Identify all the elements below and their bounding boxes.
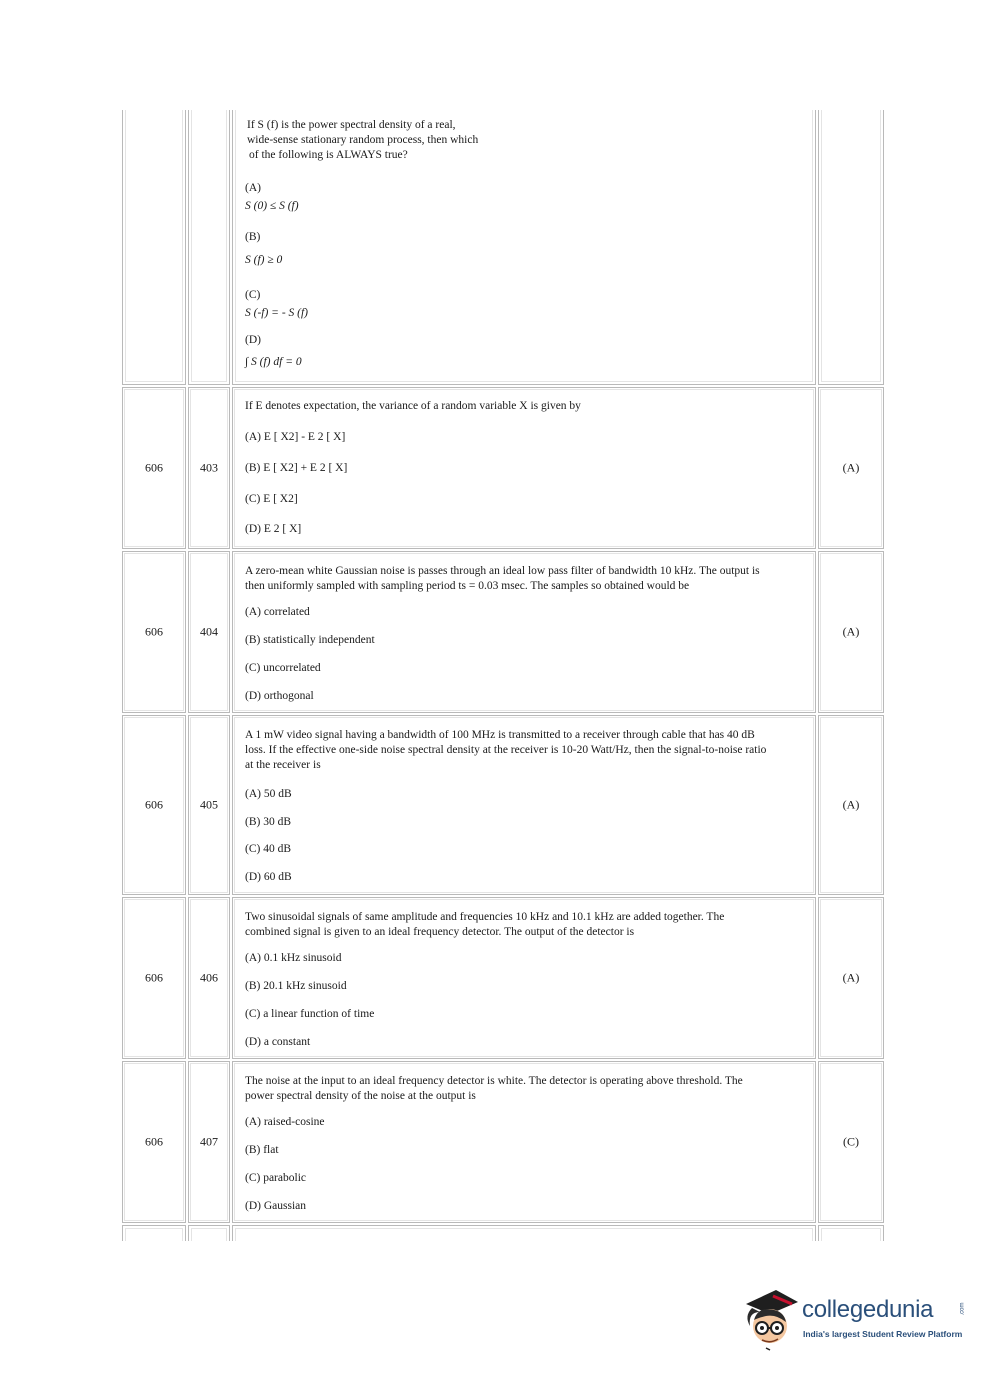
question-number: 403	[200, 460, 218, 475]
option-b: (B) flat	[245, 1144, 279, 1156]
serial-number: 606	[145, 624, 163, 639]
option-label: (D)	[245, 334, 261, 346]
option-label: (B)	[245, 231, 261, 243]
mascot-icon	[740, 1282, 804, 1352]
option-d: (D) a constant	[245, 1036, 311, 1048]
serial-cell	[122, 1225, 186, 1241]
question-number: 405	[200, 797, 218, 812]
qno-cell	[188, 897, 230, 1059]
logo-tagline: India's largest Student Review Platform	[803, 1329, 963, 1339]
option-a: (A) 50 dB	[245, 788, 292, 800]
collegedunia-logo[interactable]	[740, 1282, 970, 1352]
answer-key: (A)	[842, 624, 860, 639]
question-number: 404	[200, 624, 218, 639]
logo-wordmark: collegedunia	[802, 1296, 934, 1323]
option-c: (C) parabolic	[245, 1172, 306, 1184]
question-cell	[232, 1225, 816, 1241]
qno-cell	[188, 1061, 230, 1223]
question-cell	[232, 387, 816, 549]
answer-cell	[818, 715, 884, 895]
serial-number: 606	[145, 797, 163, 812]
option-label: (A)	[245, 182, 261, 194]
question-text: Two sinusoidal signals of same amplitude and frequencies 10 kHz and 10.1 kHz are added together. The combined signal is given to an ideal frequency detector. The output of the detector is	[245, 911, 725, 938]
option-label: (C)	[245, 289, 261, 301]
question-number: 406	[200, 970, 218, 985]
qno-cell	[188, 387, 230, 549]
option-expression: S (f) ≥ 0	[245, 254, 283, 266]
answer-cell	[818, 551, 884, 713]
option-c: (C) a linear function of time	[245, 1008, 375, 1020]
qno-cell	[188, 1225, 230, 1241]
option-d: (D) 60 dB	[245, 871, 292, 883]
option-expression: S (0) ≤ S (f)	[245, 200, 299, 212]
option-d: (D) E 2 [ X]	[245, 523, 302, 535]
option-d: (D) orthogonal	[245, 690, 314, 702]
option-a: (A) 0.1 kHz sinusoid	[245, 952, 342, 964]
table-row	[122, 110, 886, 385]
serial-cell	[122, 387, 186, 549]
question-cell	[232, 551, 816, 713]
question-text: If S (f) is the power spectral density of a real, wide-sense stationary random process, then which of the following is ALWAYS true?	[247, 119, 479, 161]
answer-key: (A)	[842, 797, 860, 812]
option-expression: S (-f) = - S (f)	[245, 307, 309, 319]
qno-cell	[188, 551, 230, 713]
question-cell	[232, 110, 816, 385]
answer-cell	[818, 110, 884, 385]
table-row	[122, 387, 886, 549]
question-number: 407	[200, 1134, 218, 1149]
question-cell	[232, 897, 816, 1059]
option-b: (B) 20.1 kHz sinusoid	[245, 980, 347, 992]
answer-cell	[818, 387, 884, 549]
option-b: (B) statistically independent	[245, 634, 375, 646]
option-c: (C) uncorrelated	[245, 662, 321, 674]
question-cell	[232, 715, 816, 895]
table-row	[122, 551, 886, 713]
question-text: A zero-mean white Gaussian noise is passes through an ideal low pass filter of bandwidth 10 kHz. The output is then uniformly sampled with sampling period ts = 0.03 msec. The samples so obtained would be	[245, 565, 760, 592]
option-b: (B) 30 dB	[245, 816, 291, 828]
table-row	[122, 1061, 886, 1223]
table-row	[122, 897, 886, 1059]
serial-cell	[122, 715, 186, 895]
option-expression: ∫ S (f) df = 0	[245, 356, 302, 368]
answer-key: (C)	[843, 1134, 859, 1149]
qno-cell	[188, 110, 230, 385]
question-text: The noise at the input to an ideal frequency detector is white. The detector is operating above threshold. The power spectral density of the noise at the output is	[245, 1075, 743, 1102]
serial-number: 606	[145, 1134, 163, 1149]
answer-cell	[818, 897, 884, 1059]
serial-cell	[122, 551, 186, 713]
answer-key: (A)	[842, 460, 860, 475]
answer-key: (A)	[842, 970, 860, 985]
question-text: If E denotes expectation, the variance of a random variable X is given by	[245, 400, 581, 412]
question-text: A 1 mW video signal having a bandwidth of 100 MHz is transmitted to a receiver through cable that has 40 dB loss. If the effective one-side noise spectral density at the receiver is 10-20 Watt/Hz, then the signal-to-noise ratio at the receiver is	[245, 729, 767, 771]
option-d: (D) Gaussian	[245, 1200, 306, 1212]
serial-cell	[122, 1061, 186, 1223]
option-c: (C) 40 dB	[245, 843, 291, 855]
table-row	[122, 715, 886, 895]
logo-domain: .com	[959, 1302, 966, 1316]
option-a: (A) E [ X2] - E 2 [ X]	[245, 431, 346, 443]
serial-number: 606	[145, 970, 163, 985]
option-b: (B) E [ X2] + E 2 [ X]	[245, 462, 348, 474]
qno-cell	[188, 715, 230, 895]
serial-cell	[122, 897, 186, 1059]
option-c: (C) E [ X2]	[245, 493, 298, 505]
option-a: (A) correlated	[245, 606, 310, 618]
option-a: (A) raised-cosine	[245, 1116, 325, 1128]
table-row	[122, 1225, 886, 1241]
answer-cell	[818, 1225, 884, 1241]
serial-cell	[122, 110, 186, 385]
serial-number: 606	[145, 460, 163, 475]
question-cell	[232, 1061, 816, 1223]
answer-cell	[818, 1061, 884, 1223]
